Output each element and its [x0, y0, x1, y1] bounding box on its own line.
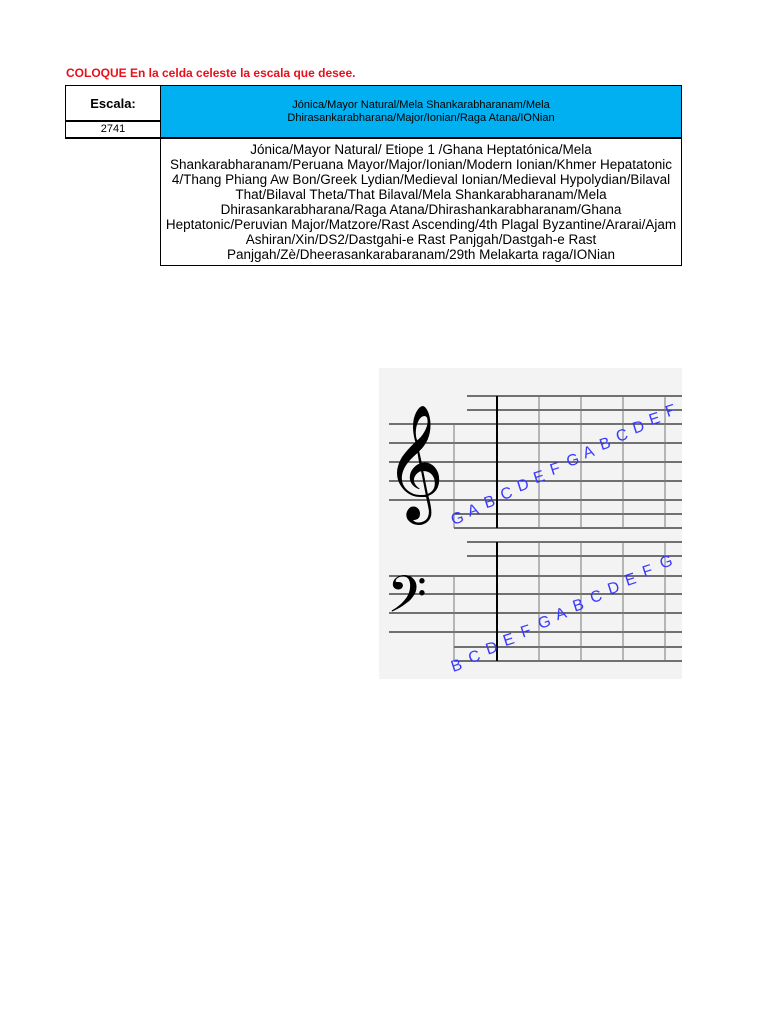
treble-note-f: F — [547, 459, 563, 480]
treble-note-g: G — [448, 508, 467, 529]
bass-note-a: A — [553, 604, 569, 625]
bass-note-e: E — [622, 570, 639, 590]
staff-notes-image — [379, 368, 682, 679]
treble-note-b: B — [597, 434, 613, 455]
treble-note-b: B — [481, 492, 498, 513]
treble-clef-icon: 𝄞 — [385, 403, 445, 520]
bass-note-g: G — [535, 612, 554, 633]
scale-count-cell: 2741 — [65, 121, 160, 138]
row-divider — [65, 138, 160, 139]
treble-note-d: D — [514, 475, 532, 496]
bass-note-labels — [449, 553, 675, 676]
bass-clef-icon: 𝄢 — [387, 564, 427, 637]
bass-note-g: G — [657, 552, 675, 573]
bass-note-c: C — [466, 647, 483, 668]
treble-note-c: C — [498, 484, 515, 504]
bass-note-d: D — [483, 638, 501, 659]
bass-staff-lines — [389, 542, 682, 661]
treble-note-d: D — [630, 417, 647, 438]
bass-note-f: F — [640, 562, 655, 582]
treble-note-e: E — [531, 467, 547, 488]
treble-note-a: A — [465, 501, 481, 521]
bass-note-b: B — [570, 596, 587, 616]
bass-note-d: D — [605, 578, 622, 599]
escala-label-cell: Escala: — [65, 85, 160, 121]
bass-note-c: C — [588, 587, 605, 608]
treble-note-c: C — [613, 426, 631, 446]
scale-names-cell: Jónica/Mayor Natural/ Etiope 1 /Ghana Heptatónica/Mela Shankarabharanam/Peruana Mayor/Major/Ionian/Modern Ionian/Khmer Hepatatonic 4/Thang Phiang Aw Bon/Greek Lydian/Medieval Ionian/Medieval Hypolydian/Bilaval That/Bilaval Theta/That Bilaval/Mela Shankarabharanam/Mela Dhirasankarabharana/Raga Atana/Dhirashankarabharanam/Ghana Heptatonic/Peruvian Major/Matzore/Rast Ascending/4th Plagal Byzantine/Ararai/Ajam Ashiran/Xin/DS2/Dastgahi-e Rast Panjgah/Dastgah-e Rast Panjgah/Zè/Dheerasankarabaranam/29th Melakarta raga/IONian — [160, 138, 682, 266]
bass-note-e: E — [501, 630, 517, 651]
selected-scale-cell[interactable]: Jónica/Mayor Natural/Mela Shankarabharanam/Mela Dhirasankarabharana/Major/Ionian/Raga Atana/IONian — [160, 85, 682, 138]
treble-note-labels — [449, 402, 678, 529]
bass-note-f: F — [518, 622, 534, 642]
treble-note-g: G — [564, 450, 582, 471]
treble-note-f: F — [663, 401, 679, 421]
treble-note-a: A — [580, 442, 597, 463]
bass-note-b: B — [448, 656, 465, 676]
treble-note-e: E — [646, 409, 663, 430]
instruction-text: COLOQUE En la celda celeste la escala que desee. — [66, 66, 356, 80]
